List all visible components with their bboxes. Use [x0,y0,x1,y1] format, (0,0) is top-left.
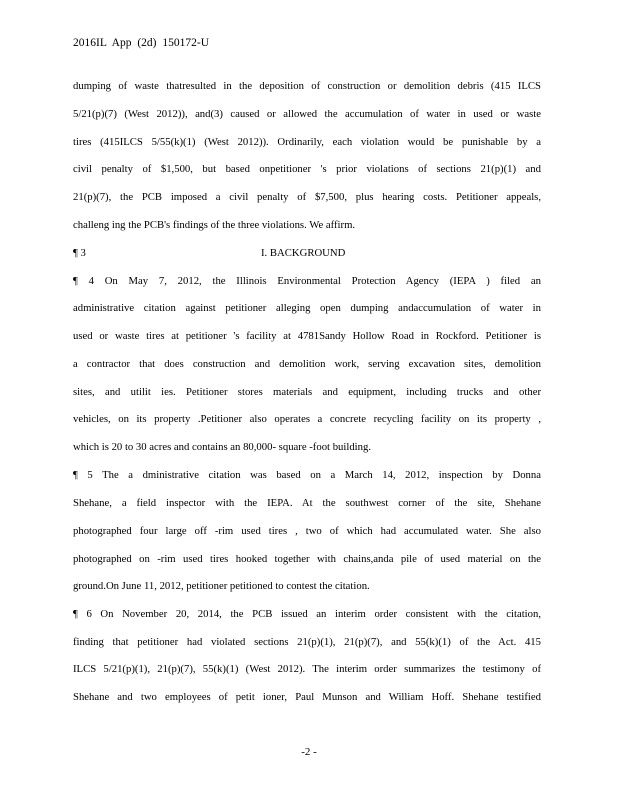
text-line: tires (415ILCS 5/55(k)(1) (West 2012)). Ordinarily, each violation would be punishable by a [73,136,541,148]
text-line: challeng ing the PCB's findings of the three violations. We affirm. [73,219,356,231]
text-line: ¶ 4 On May 7, 2012, the Illinois Environmental Protection Agency (IEPA ) filed an [73,275,541,287]
paragraph-number: ¶ 3 [73,247,86,259]
page-number: -2 - [301,746,317,758]
text-line: vehicles, on its property .Petitioner also operates a concrete recycling facility on its property , [73,413,541,425]
text-line: civil penalty of $1,500, but based onpetitioner 's prior violations of sections 21(p)(1) and [73,163,541,175]
text-line: which is 20 to 30 acres and contains an 80,000- square -foot building. [73,441,371,453]
text-line: ¶ 5 The a dministrative citation was based on a March 14, 2012, inspection by Donna [73,469,541,481]
text-line: Shehane and two employees of petit ioner, Paul Munson and William Hoff. Shehane testified [73,691,541,703]
text-line: Shehane, a field inspector with the IEPA. At the southwest corner of the site, Shehane [73,497,541,509]
text-line: 5/21(p)(7) (West 2012)), and(3) caused or allowed the accumulation of water in used or waste [73,108,541,120]
text-line: photographed on -rim used tires hooked together with chains,anda pile of used material on the [73,553,541,565]
case-citation-header: 2016IL App (2d) 150172-U [73,37,210,49]
text-line: used or waste tires at petitioner 's facility at 4781Sandy Hollow Road in Rockford. Petitioner is [73,330,541,342]
text-line: finding that petitioner had violated sections 21(p)(1), 21(p)(7), and 55(k)(1) of the Act. 415 [73,636,541,648]
text-line: administrative citation against petitioner alleging open dumping andaccumulation of water in [73,302,541,314]
text-line: ground.On June 11, 2012, petitioner petitioned to contest the citation. [73,580,370,592]
section-title: I. BACKGROUND [261,247,346,259]
text-line: ¶ 6 On November 20, 2014, the PCB issued an interim order consistent with the citation, [73,608,541,620]
text-line: a contractor that does construction and demolition work, serving excavation sites, demolition [73,358,541,370]
text-line: dumping of waste thatresulted in the deposition of construction or demolition debris (415 ILCS [73,80,541,92]
text-line: 21(p)(7), the PCB imposed a civil penalty of $7,500, plus hearing costs. Petitioner appeals, [73,191,541,203]
text-line: ILCS 5/21(p)(1), 21(p)(7), 55(k)(1) (West 2012). The interim order summarizes the testimony of [73,663,541,675]
text-line: sites, and utilit ies. Petitioner stores materials and equipment, including trucks and other [73,386,541,398]
text-line: photographed four large off -rim used tires , two of which had accumulated water. She also [73,525,541,537]
